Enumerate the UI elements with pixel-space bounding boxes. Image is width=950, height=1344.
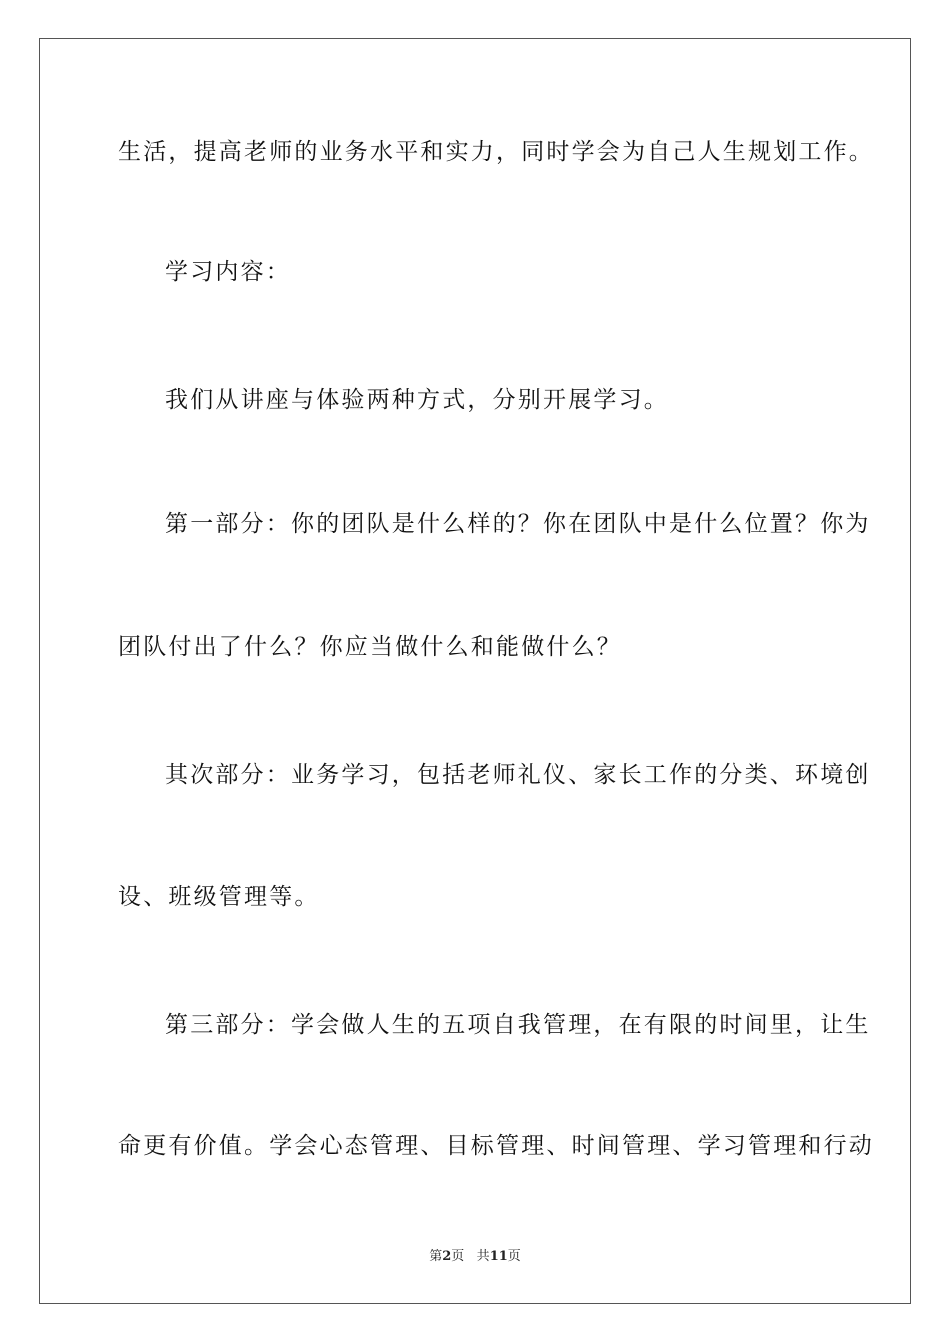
footer-total-pages: 11 bbox=[489, 1249, 508, 1264]
page-footer bbox=[0, 1248, 950, 1266]
part-three-line-1: 第三部分：学会做人生的五项自我管理，在有限的时间里，让生 bbox=[165, 1012, 871, 1038]
part-one-line-1: 第一部分：你的团队是什么样的？你在团队中是什么位置？你为 bbox=[165, 511, 871, 537]
footer-total-prefix: 共 bbox=[476, 1249, 490, 1264]
footer-page-number: 2 bbox=[442, 1249, 452, 1264]
part-three-line-2: 命更有价值。学会心态管理、目标管理、时间管理、学习管理和行动 bbox=[118, 1133, 874, 1159]
footer-page-suffix: 页 bbox=[451, 1249, 465, 1264]
footer-page-prefix: 第 bbox=[429, 1249, 443, 1264]
body-text-line-3: 我们从讲座与体验两种方式，分别开展学习。 bbox=[165, 387, 669, 413]
section-heading-learning-content: 学习内容： bbox=[165, 259, 291, 285]
part-one-line-2: 团队付出了什么？你应当做什么和能做什么？ bbox=[118, 634, 622, 660]
footer-total-suffix: 页 bbox=[507, 1249, 521, 1264]
part-two-line-2: 设、班级管理等。 bbox=[118, 884, 320, 910]
part-two-line-1: 其次部分：业务学习，包括老师礼仪、家长工作的分类、环境创 bbox=[165, 762, 871, 788]
page-border bbox=[39, 38, 911, 1304]
body-text-line-1: 生活，提高老师的业务水平和实力，同时学会为自己人生规划工作。 bbox=[118, 139, 874, 165]
